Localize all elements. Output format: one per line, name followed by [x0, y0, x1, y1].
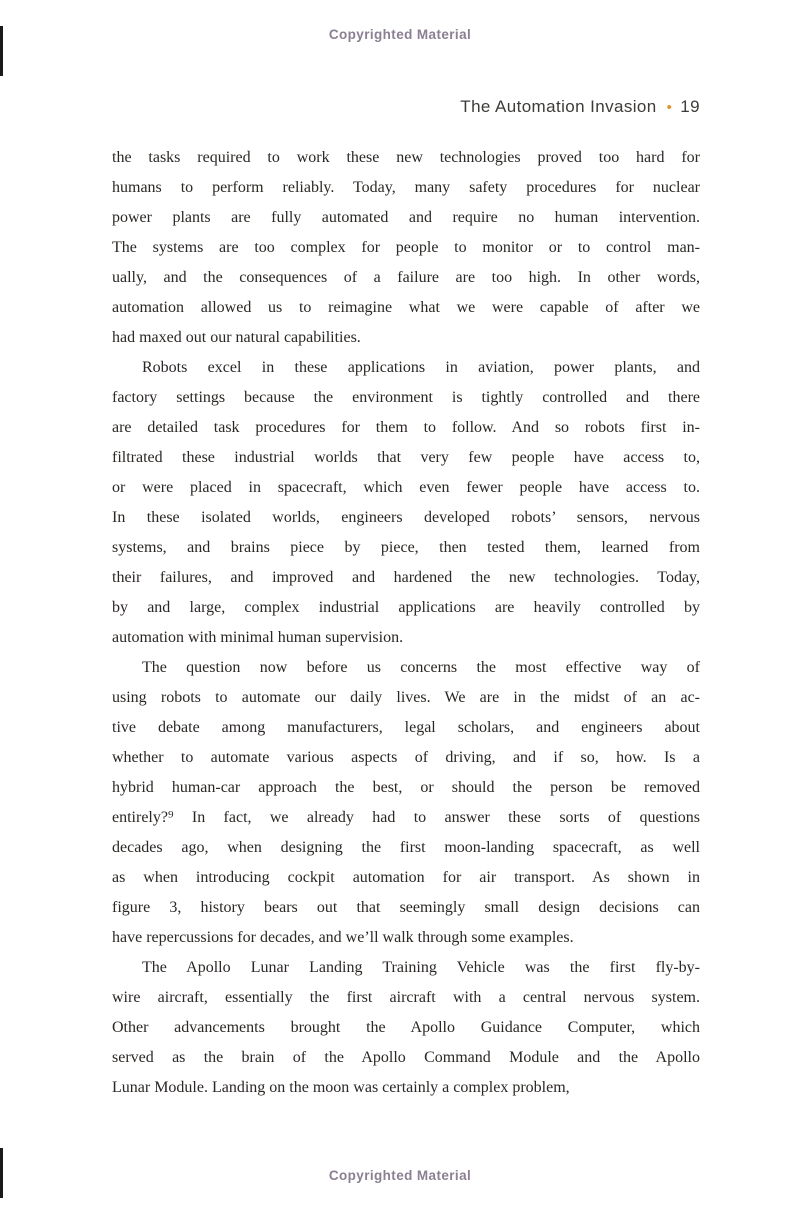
text-line: served as the brain of the Apollo Command Module and the Apollo — [112, 1049, 700, 1066]
running-head — [112, 97, 700, 117]
text-line: factory settings because the environment is tightly controlled and there — [112, 389, 700, 406]
text-line: had maxed out our natural capabilities. — [112, 329, 361, 346]
text-line: by and large, complex industrial applications are heavily controlled by — [112, 599, 700, 616]
scan-artifact-top — [0, 26, 3, 76]
text-line: tive debate among manufacturers, legal scholars, and engineers about — [112, 719, 700, 736]
text-line: The Apollo Lunar Landing Training Vehicle was the first fly-by- — [142, 959, 700, 976]
text-line: Robots excel in these applications in aviation, power plants, and — [142, 359, 700, 376]
text-line: their failures, and improved and hardened the new technologies. Today, — [112, 569, 700, 586]
text-line: Lunar Module. Landing on the moon was certainly a complex problem, — [112, 1079, 570, 1096]
text-line: In these isolated worlds, engineers developed robots’ sensors, nervous — [112, 509, 700, 526]
paragraph — [112, 953, 700, 1103]
copyright-notice-top: Copyrighted Material — [328, 27, 472, 42]
text-line: The systems are too complex for people to monitor or to control man- — [112, 239, 700, 256]
text-line: as when introducing cockpit automation for air transport. As shown in — [112, 869, 700, 886]
text-line: decades ago, when designing the first moon-landing spacecraft, as well — [112, 839, 700, 856]
text-block — [112, 143, 700, 1103]
text-line: ually, and the consequences of a failure are too high. In other words, — [112, 269, 700, 286]
paragraph — [112, 143, 700, 353]
chapter-title: The Automation Invasion — [460, 97, 657, 116]
text-line: humans to perform reliably. Today, many safety procedures for nuclear — [112, 179, 700, 196]
text-line: systems, and brains piece by piece, then tested them, learned from — [112, 539, 700, 556]
paragraph — [112, 353, 700, 653]
text-line: using robots to automate our daily lives. We are in the midst of an ac- — [112, 689, 700, 706]
text-line: hybrid human-car approach the best, or should the person be removed — [112, 779, 700, 796]
text-line: The question now before us concerns the most effective way of — [142, 659, 700, 676]
text-line: whether to automate various aspects of driving, and if so, how. Is a — [112, 749, 700, 766]
text-line: Other advancements brought the Apollo Guidance Computer, which — [112, 1019, 700, 1036]
text-line: have repercussions for decades, and we’ll walk through some examples. — [112, 929, 574, 946]
text-line: wire aircraft, essentially the first aircraft with a central nervous system. — [112, 989, 700, 1006]
text-line: are detailed task procedures for them to follow. And so robots first in- — [112, 419, 700, 436]
text-line: the tasks required to work these new technologies proved too hard for — [112, 149, 700, 166]
bullet-separator: • — [666, 99, 673, 116]
text-line: power plants are fully automated and require no human intervention. — [112, 209, 700, 226]
copyright-notice-bottom: Copyrighted Material — [328, 1168, 472, 1183]
text-line: automation allowed us to reimagine what we were capable of after we — [112, 299, 700, 316]
page-number: 19 — [680, 97, 700, 116]
text-line: filtrated these industrial worlds that very few people have access to, — [112, 449, 700, 466]
text-line: automation with minimal human supervision. — [112, 629, 404, 646]
text-line: entirely?⁹ In fact, we already had to answer these sorts of questions — [112, 809, 700, 826]
text-line: figure 3, history bears out that seemingly small design decisions can — [112, 899, 700, 916]
paragraph — [112, 653, 700, 953]
text-line: or were placed in spacecraft, which even fewer people have access to. — [112, 479, 700, 496]
